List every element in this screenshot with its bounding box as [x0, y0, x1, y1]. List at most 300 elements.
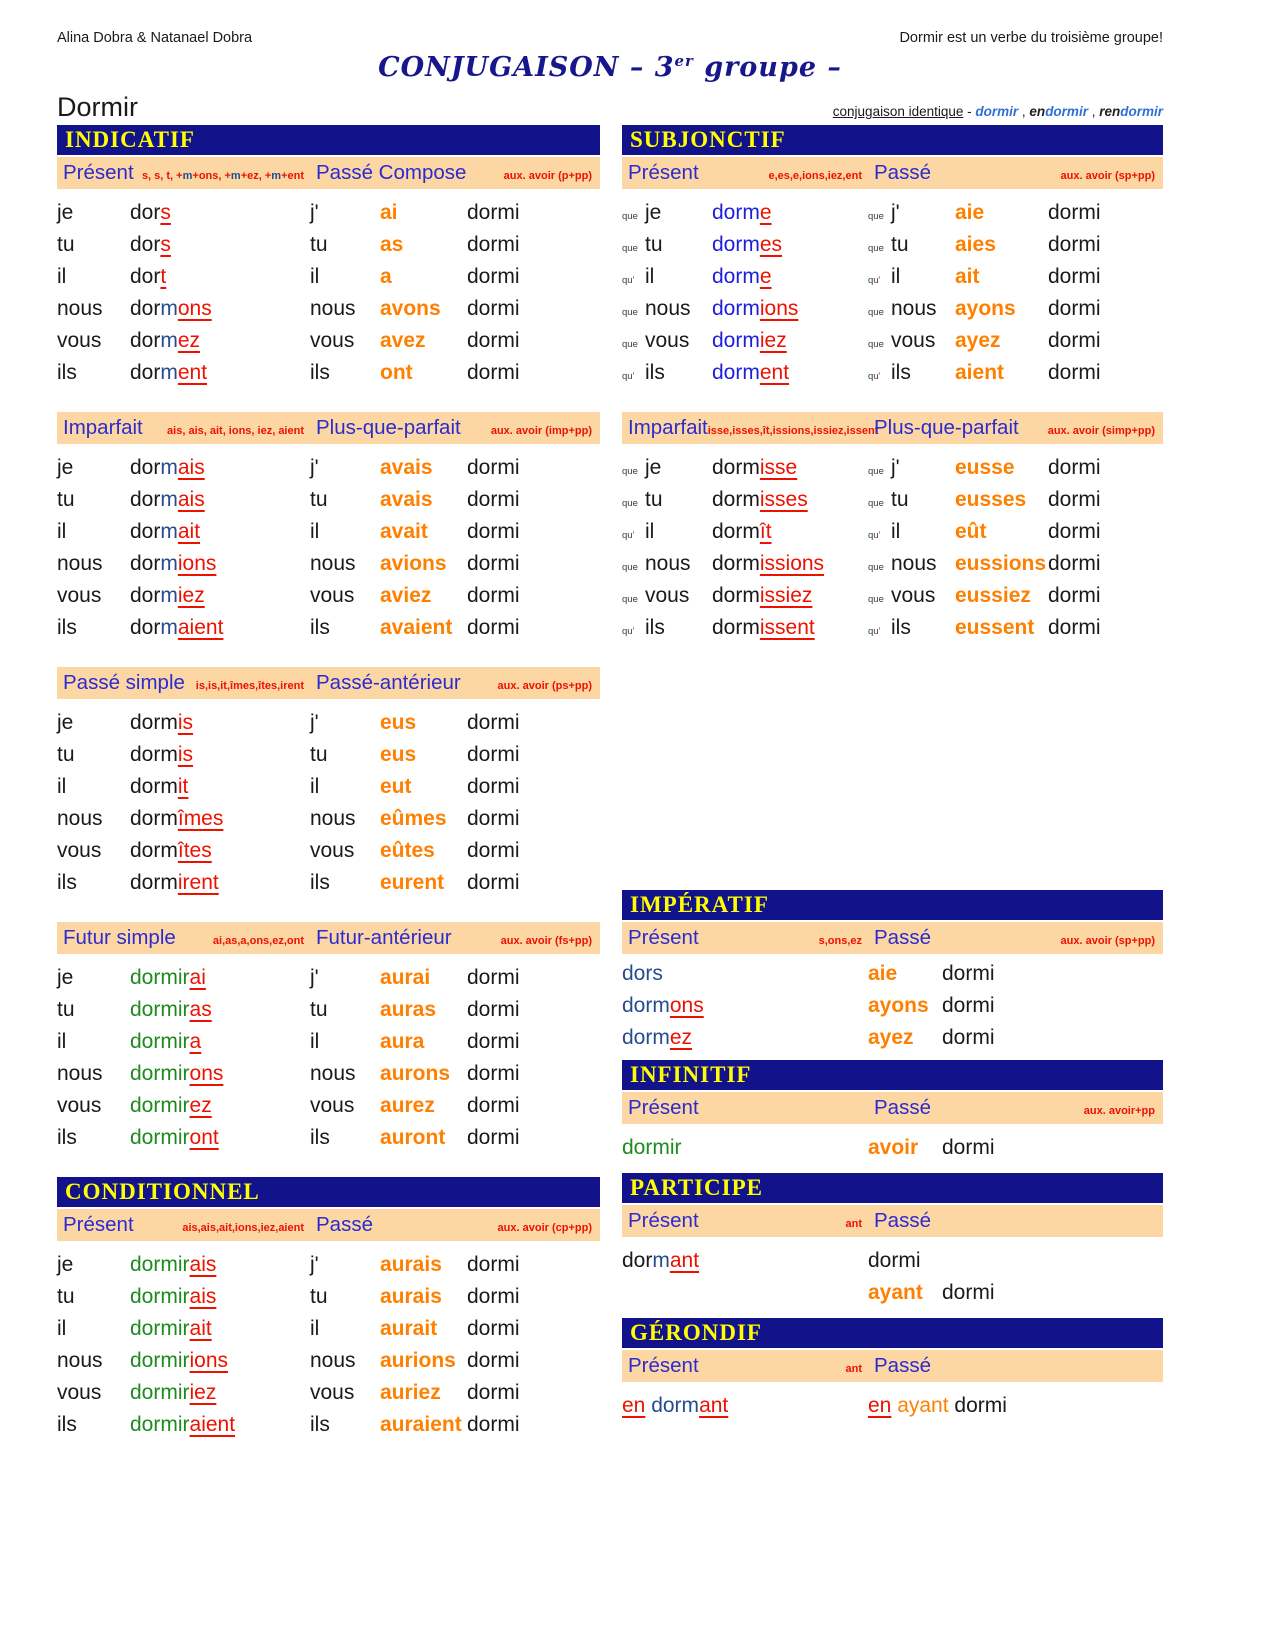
past-participle: dormi: [467, 839, 520, 862]
conjugation-row: [622, 1022, 1163, 1054]
pronoun-cell: [57, 197, 130, 229]
verb-form: [130, 357, 310, 389]
verb-part: m: [160, 488, 178, 511]
mood-label: INDICATIF: [65, 127, 195, 152]
verb-part: dorm: [130, 743, 178, 766]
simple-tense-header: [628, 1096, 874, 1120]
pronoun-cell: [57, 739, 130, 771]
pronoun-cell: [868, 580, 955, 612]
note-part: ais,ais,ait,ions,iez,aient: [182, 1222, 304, 1234]
auxiliary: eussions: [955, 552, 1047, 575]
past-participle: dormi: [942, 1136, 995, 1159]
mood-header-bar: [57, 125, 600, 155]
verb-form: [712, 325, 868, 357]
verb-part: iez: [189, 1381, 217, 1404]
auxiliary: aurions: [380, 1349, 456, 1372]
pronoun-cell: [310, 261, 380, 293]
auxiliary-cell: [380, 197, 467, 229]
tense-label: Imparfait: [63, 416, 143, 439]
pronoun: il: [310, 520, 320, 543]
conjugation-row: [57, 452, 600, 484]
pronoun: nous: [57, 1349, 103, 1372]
pronoun-cell: [57, 1090, 130, 1122]
pronoun-cell: [310, 803, 380, 835]
conjugation-row: [57, 229, 600, 261]
tense-label: Passé-antérieur: [316, 671, 461, 694]
pronoun: tu: [310, 1285, 328, 1308]
simple-tense-header: [63, 161, 316, 185]
tense-endings-note: [846, 1218, 875, 1230]
pronoun-cell: [57, 325, 130, 357]
auxiliary-cell: [380, 261, 467, 293]
pronoun: vous: [57, 584, 102, 607]
conjugation-row: [622, 1277, 1163, 1309]
verb-form: [130, 1377, 310, 1409]
pronoun-cell: [310, 612, 380, 644]
past-participle: dormi: [1048, 361, 1101, 384]
pronoun: ils: [645, 616, 665, 639]
past-participle: dormi: [467, 520, 520, 543]
past-participle: dormi: [467, 1126, 520, 1149]
verb-part: dorm: [712, 233, 760, 256]
verb-part: dorm: [712, 616, 760, 639]
pronoun: nous: [310, 1349, 356, 1372]
auxiliary: avions: [380, 552, 447, 575]
auxiliary: eussent: [955, 616, 1035, 639]
apostrophe: ': [878, 626, 881, 637]
pronoun-cell: [868, 452, 955, 484]
auxiliary-note: aux. avoir (sp+pp): [1060, 935, 1155, 947]
verb-group-note: Dormir est un verbe du troisième groupe!: [899, 30, 1163, 46]
verb-part: m: [160, 584, 178, 607]
verb-part: ayant: [897, 1394, 949, 1417]
note-part: +ez, +: [240, 170, 272, 182]
auxiliary-cell: [380, 484, 467, 516]
verb-part: m: [160, 329, 178, 352]
past-participle: dormi: [467, 201, 520, 224]
pronoun-cell: [868, 516, 955, 548]
pronoun-cell: [868, 325, 955, 357]
tense-label: Présent: [628, 1209, 699, 1232]
verb-part: dormir: [130, 1381, 190, 1404]
conjugation-rows: [622, 1124, 1163, 1164]
pronoun-cell: [310, 867, 380, 899]
auxiliary-cell: [380, 452, 467, 484]
pronoun: j': [310, 456, 319, 479]
identique-label: conjugaison identique: [832, 104, 964, 119]
verb-form: [130, 197, 310, 229]
auxiliary: ai: [380, 201, 398, 224]
verb-part: a: [189, 1030, 202, 1053]
pronoun: je: [57, 711, 74, 734]
pronoun-cell: [310, 1377, 380, 1409]
verb-part: ions: [759, 297, 799, 320]
conjugation-row: [622, 548, 1163, 580]
verb-form: [130, 707, 310, 739]
auxiliary-cell: [380, 803, 467, 835]
past-participle: dormi: [467, 1317, 520, 1340]
pronoun: il: [891, 520, 901, 543]
simple-tense-header: [628, 1354, 874, 1378]
auxiliary: aura: [380, 1030, 425, 1053]
conjugation-row: [57, 1090, 600, 1122]
pronoun-cell: [622, 293, 712, 325]
verb-part: ent: [759, 361, 790, 384]
conjugation-rows: [622, 1237, 1163, 1309]
verb-part: dorm: [712, 201, 760, 224]
verb-part: dormir: [130, 998, 190, 1021]
verb-part: îmes: [177, 807, 224, 830]
verb-part: dormir: [130, 1094, 190, 1117]
verb-part: ons: [669, 994, 704, 1017]
pronoun: j': [310, 201, 319, 224]
mood-label: CONDITIONNEL: [65, 1179, 260, 1204]
auxiliary-cell: [868, 958, 942, 990]
verb-form: [622, 1022, 868, 1054]
subordinator: que: [622, 211, 638, 222]
pronoun: tu: [57, 488, 75, 511]
columns-wrap: [57, 125, 1163, 1464]
auxiliary: ayez: [868, 1026, 914, 1049]
verb-header-row: [57, 87, 1163, 121]
pronoun-cell: [57, 1409, 130, 1441]
verb-part: s: [160, 233, 171, 256]
verb-part: dorm: [712, 329, 760, 352]
pronoun-cell: [310, 516, 380, 548]
verb-part: dorm: [130, 839, 178, 862]
verb-part: dor: [130, 488, 161, 511]
conjugation-row: [622, 990, 1163, 1022]
pronoun-cell: [310, 229, 380, 261]
verb-part: ais: [189, 1285, 217, 1308]
pronoun-cell: [310, 1122, 380, 1154]
auxiliary-cell: [380, 771, 467, 803]
past-participle: dormi: [467, 1253, 520, 1276]
pronoun-cell: [57, 1249, 130, 1281]
note-part: ant: [845, 1218, 862, 1230]
auxiliary: eussiez: [955, 584, 1031, 607]
pronoun: il: [310, 1030, 320, 1053]
pronoun-cell: [57, 229, 130, 261]
conjugation-row: [57, 962, 600, 994]
verb-form: [622, 1390, 868, 1422]
auxiliary-cell: [380, 994, 467, 1026]
pronoun: vous: [310, 839, 355, 862]
tense-endings-note: [846, 1363, 875, 1375]
identical-conjugations: conjugaison identique - dormir , endormir , rendormir: [832, 104, 1163, 119]
pronoun: vous: [310, 1381, 355, 1404]
past-participle: dormi: [467, 1413, 520, 1436]
tense-pair-section: [622, 922, 1163, 1054]
auxiliary-note: aux. avoir (ps+pp): [497, 680, 592, 692]
pronoun-cell: [310, 1249, 380, 1281]
tense-pair-section: [57, 157, 600, 389]
auxiliary: eût: [955, 520, 987, 543]
auxiliary: aies: [955, 233, 996, 256]
pronoun: tu: [310, 998, 328, 1021]
pronoun: ils: [891, 616, 911, 639]
verb-part: ait: [189, 1317, 212, 1340]
pronoun: je: [645, 456, 662, 479]
right-column: [622, 125, 1163, 1464]
past-participle: dormi: [467, 1062, 520, 1085]
subordinator: que: [868, 562, 884, 573]
verb-part: dorm: [130, 871, 178, 894]
past-participle: dormi: [467, 616, 520, 639]
conjugation-row: [622, 357, 1163, 389]
verb-part: isses: [759, 488, 808, 511]
verb-part: dorm: [651, 1394, 700, 1417]
subordinator: que: [868, 307, 884, 318]
compound-tense-header: [874, 1209, 1163, 1233]
verb-form: [130, 229, 310, 261]
pronoun: ils: [57, 361, 77, 384]
verb-form: [130, 1345, 310, 1377]
conjugation-row: [57, 803, 600, 835]
auxiliary-cell: [380, 1090, 467, 1122]
pronoun: vous: [57, 1094, 102, 1117]
conjugation-row: [57, 1281, 600, 1313]
auxiliary: aurez: [380, 1094, 435, 1117]
tense-pair-section: [622, 412, 1163, 644]
pronoun: nous: [310, 552, 356, 575]
mood-header-bar: [622, 1318, 1163, 1348]
pronoun: je: [57, 201, 74, 224]
pronoun-cell: [868, 229, 955, 261]
verb-part: ais: [177, 456, 205, 479]
pronoun-cell: [622, 261, 712, 293]
verb-part: ais: [189, 1253, 217, 1276]
verb-part: dorm: [712, 361, 760, 384]
auxiliary: eus: [380, 743, 417, 766]
tense-label: Passé: [874, 1096, 931, 1119]
verb-part: ant: [699, 1394, 729, 1417]
pronoun-cell: [310, 1313, 380, 1345]
pronoun-cell: [310, 580, 380, 612]
pronoun-cell: [57, 994, 130, 1026]
conjugation-rows: [622, 444, 1163, 644]
past-participle: dormi: [942, 1281, 995, 1304]
verb-part: en: [868, 1394, 892, 1417]
auxiliary-cell: [380, 229, 467, 261]
auxiliary-cell: [955, 580, 1048, 612]
conjugation-row: [57, 707, 600, 739]
pronoun: ils: [310, 361, 330, 384]
pronoun-cell: [310, 1281, 380, 1313]
tense-pair-section: [622, 1350, 1163, 1422]
conjugation-row: [622, 229, 1163, 261]
verb-part: dor: [130, 361, 161, 384]
auxiliary-cell: [380, 1409, 467, 1441]
mood-header-bar: [622, 1173, 1163, 1203]
mood-header-bar: [622, 125, 1163, 155]
auxiliary-note: aux. avoir (imp+pp): [490, 425, 592, 437]
subordinator: que: [622, 594, 638, 605]
tense-label: Présent: [63, 161, 134, 184]
verb-form: [130, 325, 310, 357]
verb-form: [130, 484, 310, 516]
pronoun: nous: [645, 552, 691, 575]
verb-part: ont: [189, 1126, 219, 1149]
verb-part: dorm: [130, 807, 178, 830]
auxiliary: aient: [955, 361, 1005, 384]
conjugation-row: [622, 325, 1163, 357]
tense-pair-section: [622, 1092, 1163, 1164]
pronoun-cell: [622, 357, 712, 389]
conjugation-row: [57, 835, 600, 867]
pronoun: il: [645, 520, 655, 543]
conjugation-row: [57, 1345, 600, 1377]
pronoun: vous: [57, 1381, 102, 1404]
note-part: ai,as,a,ons,ez,ont: [212, 935, 304, 947]
note-part: isse,isses,ît,issions,issiez,issent: [707, 425, 879, 437]
past-participle: dormi: [467, 584, 520, 607]
verb-part: issions: [759, 552, 825, 575]
conjugation-rows: [622, 1382, 1163, 1422]
pronoun-cell: [57, 867, 130, 899]
auxiliary-cell: [868, 1277, 942, 1309]
verb-part: dorm: [712, 297, 760, 320]
verb-form: [622, 958, 868, 990]
compound-form: [868, 1390, 1163, 1422]
mood-header-bar: [622, 1060, 1163, 1090]
auxiliary-cell: [955, 452, 1048, 484]
conjugation-row: [57, 1058, 600, 1090]
pronoun: j': [891, 201, 900, 224]
subordinator: qu': [868, 371, 881, 382]
auxiliary-note: aux. avoir (fs+pp): [500, 935, 592, 947]
verb-part: t: [160, 265, 167, 288]
pronoun-cell: [310, 962, 380, 994]
pronoun-cell: [57, 580, 130, 612]
auxiliary-cell: [380, 1026, 467, 1058]
tense-pair-section: [57, 667, 600, 899]
verb-part: dor: [130, 265, 161, 288]
verb-part: m: [160, 552, 178, 575]
auxiliary-cell: [868, 1022, 942, 1054]
verb-part: is: [177, 743, 194, 766]
verb-part: e: [759, 201, 772, 224]
past-participle: dormi: [467, 743, 520, 766]
verb-part: dorm: [712, 488, 760, 511]
auxiliary-cell: [955, 325, 1048, 357]
apostrophe: ': [878, 530, 881, 541]
pronoun: je: [645, 201, 662, 224]
verb-part: dormir: [130, 1317, 190, 1340]
auxiliary: auraient: [380, 1413, 462, 1436]
subordinator: qu': [868, 530, 881, 541]
pronoun-cell: [57, 1377, 130, 1409]
verb-form: [712, 548, 868, 580]
pronoun-cell: [310, 771, 380, 803]
auxiliary-cell: [380, 707, 467, 739]
verb-part: s: [160, 201, 171, 224]
pronoun-cell: [868, 548, 955, 580]
conjugation-row: [57, 548, 600, 580]
auxiliary-cell: [955, 612, 1048, 644]
auxiliary: ayez: [955, 329, 1001, 352]
conjugation-row: [622, 197, 1163, 229]
apostrophe: ': [878, 371, 881, 382]
verb-form: [130, 1281, 310, 1313]
pronoun: j': [310, 1253, 319, 1276]
compound-tense-header: [874, 161, 1163, 185]
past-participle: dormi: [467, 998, 520, 1021]
conjugation-row: [622, 580, 1163, 612]
tense-subheader: [622, 157, 1163, 189]
tense-subheader: [57, 922, 600, 954]
verb-part: dormir: [130, 1253, 190, 1276]
tense-label: Passé: [316, 1213, 373, 1236]
pronoun: tu: [310, 743, 328, 766]
pronoun: nous: [57, 552, 103, 575]
pronoun: ils: [57, 1126, 77, 1149]
pronoun: tu: [645, 488, 663, 511]
verb-form: [130, 1058, 310, 1090]
verb-part: dormir: [130, 1030, 190, 1053]
auxiliary: avais: [380, 488, 433, 511]
verb-part: dormi: [954, 1394, 1007, 1417]
title-text: CONJUGAISON – 3: [378, 52, 675, 83]
auxiliary-note: aux. avoir (sp+pp): [1060, 170, 1155, 182]
conjugation-row: [57, 293, 600, 325]
verb-part: m: [160, 297, 178, 320]
verb-form: [622, 1132, 868, 1164]
auxiliary: avoir: [868, 1136, 919, 1159]
auxiliary-cell: [868, 990, 942, 1022]
pronoun: vous: [57, 839, 102, 862]
auxiliary: aurons: [380, 1062, 451, 1085]
auxiliary-cell: [380, 325, 467, 357]
tense-label: Présent: [628, 1096, 699, 1119]
auxiliary-cell: [380, 1249, 467, 1281]
verb-form: [130, 739, 310, 771]
auxiliary-cell: [380, 612, 467, 644]
tense-subheader: [622, 922, 1163, 954]
verb-part: dorm: [712, 520, 760, 543]
tense-label: Passé: [874, 1209, 931, 1232]
verb-part: ons: [177, 297, 212, 320]
subordinator: qu': [868, 626, 881, 637]
compound-tense-header: [874, 1096, 1163, 1120]
verb-part: ions: [189, 1349, 229, 1372]
simple-tense-header: [628, 161, 874, 185]
past-participle: dormi: [467, 297, 520, 320]
note-part: ais, ais, ait, ions, iez, aient: [167, 425, 304, 437]
pronoun-cell: [310, 357, 380, 389]
auxiliary-cell: [955, 197, 1048, 229]
verb-form: [130, 994, 310, 1026]
subordinator: qu': [622, 371, 635, 382]
compound-tense-header: [316, 161, 600, 185]
conjugation-row: [622, 261, 1163, 293]
conjugation-row: [622, 1132, 1163, 1164]
note-part: m: [230, 170, 241, 182]
pronoun-cell: [310, 835, 380, 867]
pronoun-cell: [57, 452, 130, 484]
past-participle: dormi: [1048, 488, 1101, 511]
tense-subheader: [622, 1350, 1163, 1382]
identique-verb: dormir: [1120, 104, 1163, 119]
identique-verb-prefix: ren: [1099, 104, 1121, 119]
pronoun-cell: [622, 484, 712, 516]
past-participle: dormi: [467, 1094, 520, 1117]
conjugation-row: [57, 261, 600, 293]
verb-part: dormir: [130, 1413, 190, 1436]
verb-form: [712, 357, 868, 389]
verb-part: isse: [759, 456, 798, 479]
pronoun: nous: [57, 297, 103, 320]
